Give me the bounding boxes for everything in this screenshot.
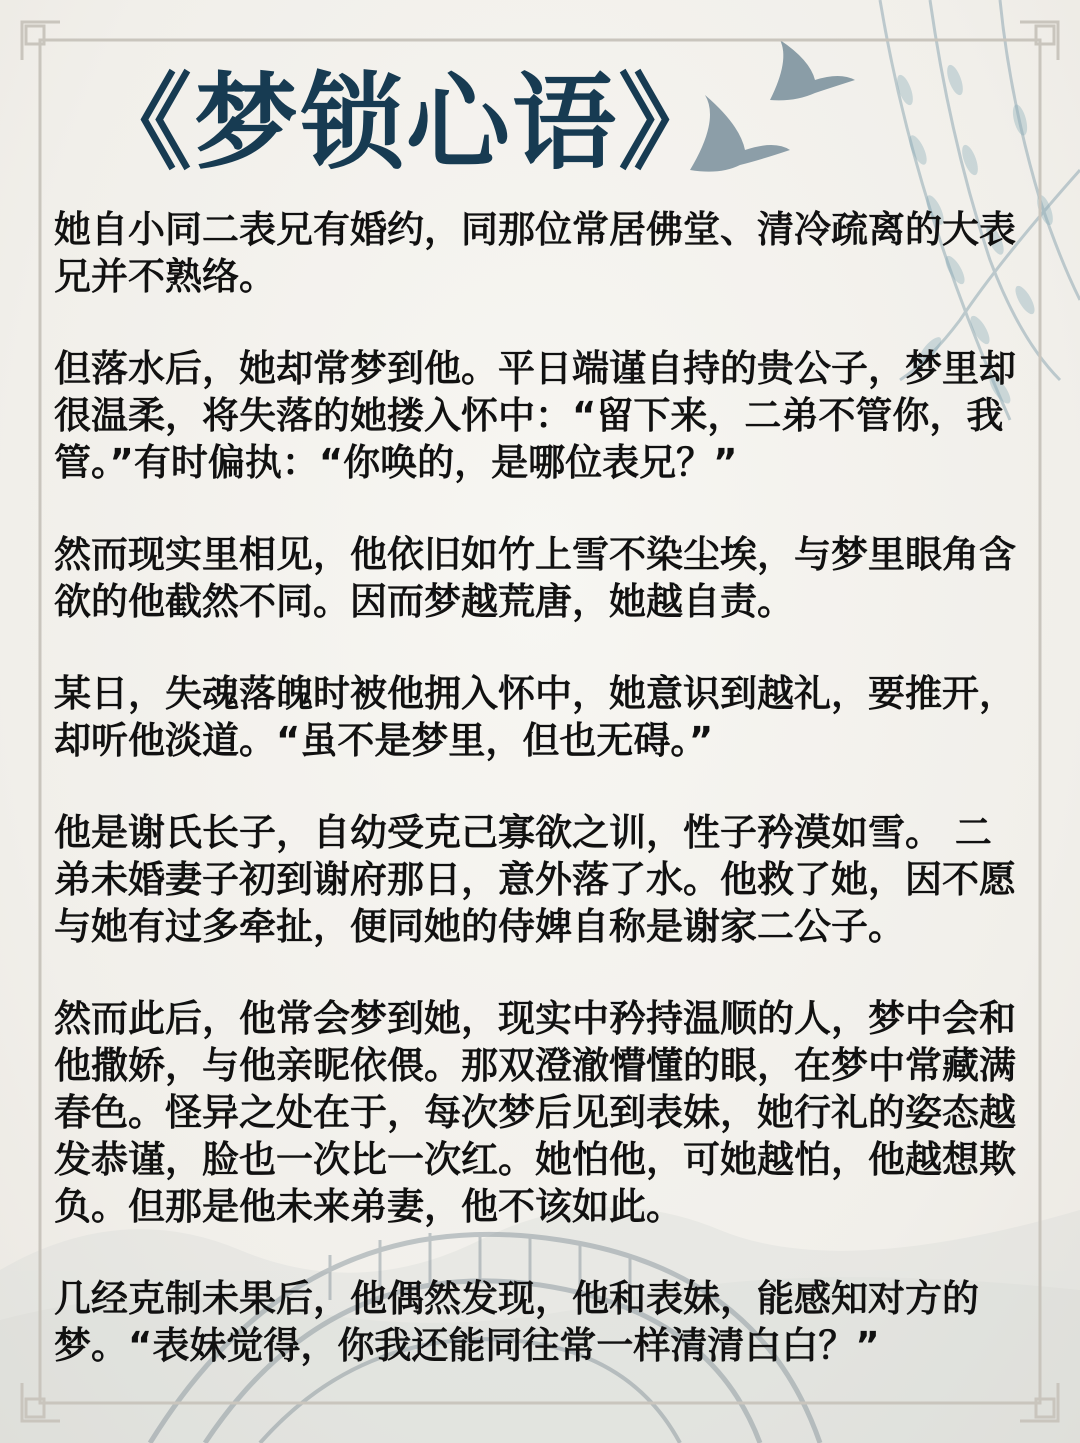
paragraph: 他是谢氏长子，自幼受克己寡欲之训，性子矜漠如雪。 二弟未婚妻子初到谢府那日，意外落了水。他救了她，因不愿与她有过多牵扯，便同她的侍婢自称是谢家二公子。	[54, 811, 1016, 948]
page-title: 《梦锁心语》	[88, 62, 725, 184]
paragraph: 她自小同二表兄有婚约，同那位常居佛堂、清冷疏离的大表兄并不熟络。	[54, 208, 1016, 298]
paragraph: 几经克制未果后，他偶然发现，他和表妹，能感知对方的梦。“表妹觉得，你我还能同往常一样清清白白？”	[54, 1277, 979, 1367]
paragraph: 某日，失魂落魄时被他拥入怀中，她意识到越礼，要推开，却听他淡道。“虽不是梦里，但也无碍。”	[54, 672, 1016, 762]
paragraph: 但落水后，她却常梦到他。平日端谨自持的贵公子，梦里却很温柔，将失落的她搂入怀中：“留下来，二弟不管你，我管。”有时偏执：“你唤的，是哪位表兄？”	[54, 347, 1016, 484]
paragraph: 然而此后，他常会梦到她，现实中矜持温顺的人，梦中会和他撒娇，与他亲昵依偎。那双澄澈懵懂的眼，在梦中常藏满春色。怪异之处在于，每次梦后见到表妹，她行礼的姿态越发恭谨，脸也一次比一次红。她怕他，可她越怕，他越想欺负。但那是他未来弟妻，他不该如此。	[54, 997, 1016, 1228]
paragraph: 然而现实里相见，他依旧如竹上雪不染尘埃，与梦里眼角含欲的他截然不同。因而梦越荒唐，她越自责。	[54, 533, 1016, 623]
story-body	[54, 206, 1020, 1414]
